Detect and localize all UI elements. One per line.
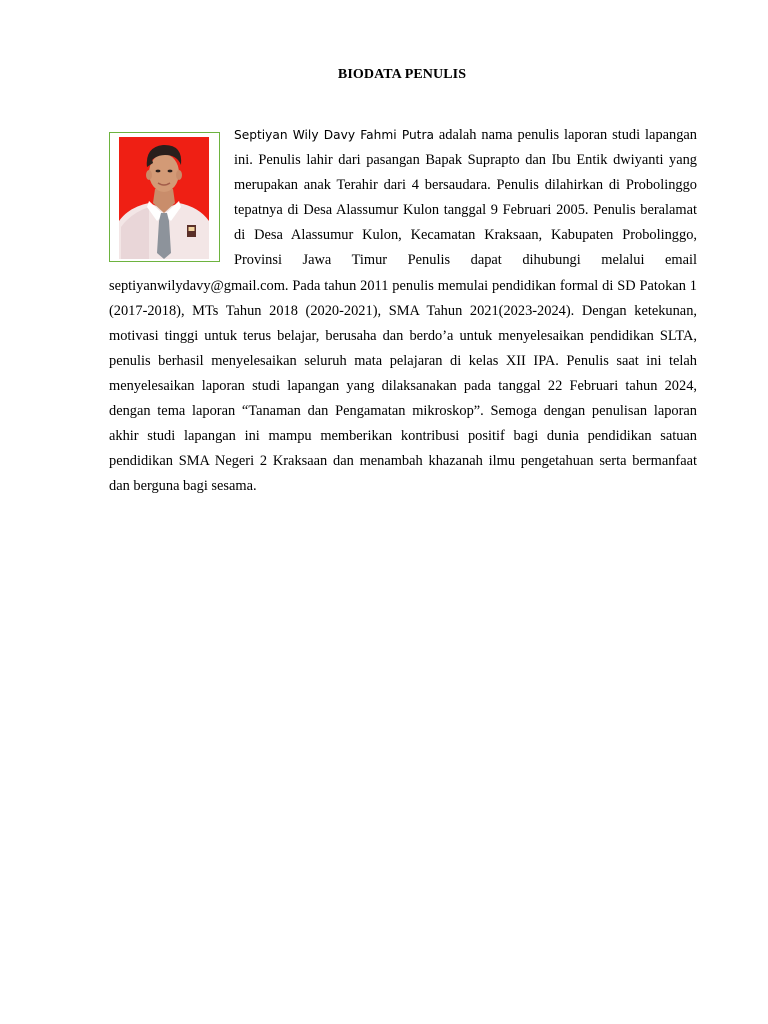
page-title: BIODATA PENULIS — [337, 67, 467, 82]
author-name: Septiyan Wily Davy Fahmi Putra — [234, 128, 434, 142]
biography-text: adalah nama penulis laporan studi lapangan ini. Penulis lahir dari pasangan Bapak Suprapto dan Ibu Entik dwiyanti yang merupakan anak Terahir dari 4 bersaudara. Penulis dilahirkan di Probolinggo tepatnya di Desa Alassumur Kulon tanggal 9 Februari 2005. Penulis beralamat di Desa Alassumur Kulon, Kecamatan Kraksaan, Kabupaten Probolinggo, Provinsi Jawa Timur Penulis dapat dihubungi melalui email septiyanwilydavy@gmail.com. Pada tahun 2011 penulis memulai pendidikan formal di SD Patokan 1 (2017-2018), MTs Tahun 2018 (2020-2021), SMA Tahun 2021(2023-2024). Dengan ketekunan, motivasi tinggi untuk terus belajar, berusaha dan berdo’a untuk menyelesaikan pendidikan SLTA, penulis berhasil menyelesaikan seluruh mata pelajaran di kelas XII IPA. Penulis saat ini telah menyelesaikan laporan studi lapangan yang dilaksanakan pada tanggal 22 Februari tahun 2024, dengan tema laporan “Tanaman dan Pengamatan mikroskop”. Semoga dengan penulisan laporan akhir studi lapangan ini mampu memberikan kontribusi positif bagi dunia pendidikan satuan pendidikan SMA Negeri 2 Kraksaan dan menambah khazanah ilmu pengetahuan serta bermanfaat dan berguna bagi sesama. — [109, 127, 698, 495]
biography-paragraph — [109, 123, 697, 499]
author-photo-frame — [109, 132, 220, 262]
author-photo — [119, 137, 209, 259]
